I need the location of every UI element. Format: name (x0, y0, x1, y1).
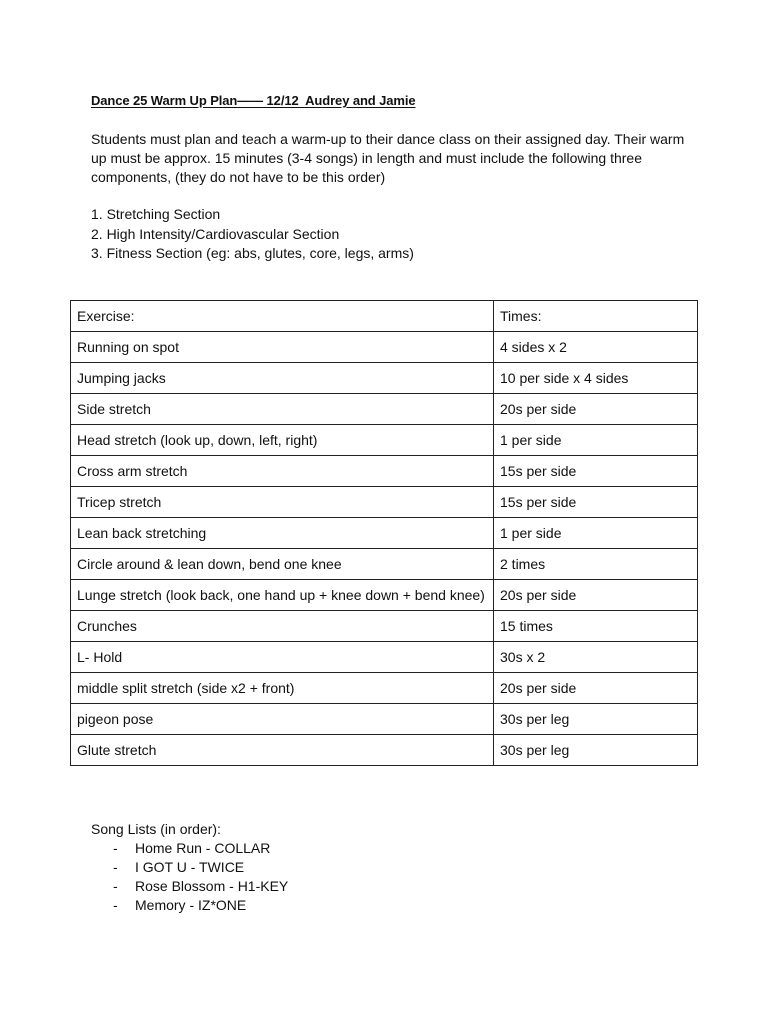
table-row (71, 735, 698, 766)
table-row (71, 394, 698, 425)
bullet-dash: - (113, 897, 118, 913)
component-item: 1. Stretching Section (91, 206, 221, 222)
exercise-cell: Jumping jacks (71, 363, 494, 394)
times-cell: 1 per side (494, 425, 698, 456)
column-header-times: Times: (494, 301, 698, 332)
bullet-dash: - (113, 840, 118, 856)
song-list (91, 839, 288, 915)
components-list (91, 205, 414, 264)
table-header-row (71, 301, 698, 332)
intro-paragraph: Students must plan and teach a warm-up to their dance class on their assigned day. Their warm up must be approx. 15 minutes (3-4 songs) in length and must include the following three components, (they do not have to be this order) (91, 131, 685, 185)
song-title: I GOT U - TWICE (135, 859, 245, 875)
component-item: 2. High Intensity/Cardiovascular Section (91, 225, 340, 242)
table-row (71, 518, 698, 549)
exercise-cell: Tricep stretch (71, 487, 494, 518)
exercise-cell: pigeon pose (71, 704, 494, 735)
song-item (91, 877, 288, 896)
column-header-exercise: Exercise: (71, 301, 494, 332)
times-cell: 30s per leg (494, 704, 698, 735)
times-cell: 30s x 2 (494, 642, 698, 673)
table-row (71, 611, 698, 642)
times-cell: 15s per side (494, 456, 698, 487)
song-item (91, 839, 288, 858)
table-row (71, 332, 698, 363)
component-item: 3. Fitness Section (eg: abs, glutes, core, legs, arms) (91, 245, 414, 261)
exercise-cell: Head stretch (look up, down, left, right) (71, 425, 494, 456)
document-title: Dance 25 Warm Up Plan—— 12/12 Audrey and Jamie (91, 93, 416, 108)
table-row (71, 673, 698, 704)
song-title: Rose Blossom - H1-KEY (135, 878, 289, 894)
times-cell: 20s per side (494, 673, 698, 704)
bullet-dash: - (113, 878, 118, 894)
times-cell: 15 times (494, 611, 698, 642)
times-cell: 10 per side x 4 sides (494, 363, 698, 394)
song-title: Home Run - COLLAR (135, 840, 271, 856)
table-row (71, 363, 698, 394)
exercise-cell: Cross arm stretch (71, 456, 494, 487)
times-cell: 20s per side (494, 580, 698, 611)
times-cell: 4 sides x 2 (494, 332, 698, 363)
table-row (71, 456, 698, 487)
exercise-cell: L- Hold (71, 642, 494, 673)
exercise-cell: Glute stretch (71, 735, 494, 766)
exercise-table (70, 300, 698, 766)
exercise-cell: Side stretch (71, 394, 494, 425)
times-cell: 1 per side (494, 518, 698, 549)
song-item (91, 896, 288, 915)
times-cell: 30s per leg (494, 735, 698, 766)
song-list-heading: Song Lists (in order): (91, 821, 221, 837)
exercise-cell: Running on spot (71, 332, 494, 363)
exercise-cell: Lunge stretch (look back, one hand up + knee down + bend knee) (71, 580, 494, 611)
table-row (71, 425, 698, 456)
times-cell: 20s per side (494, 394, 698, 425)
bullet-dash: - (113, 859, 118, 875)
times-cell: 2 times (494, 549, 698, 580)
song-title: Memory - IZ*ONE (135, 897, 247, 913)
table-row (71, 487, 698, 518)
song-list-section (91, 820, 288, 915)
exercise-cell: Lean back stretching (71, 518, 494, 549)
exercise-cell: Circle around & lean down, bend one knee (71, 549, 494, 580)
table-row (71, 704, 698, 735)
times-cell: 15s per side (494, 487, 698, 518)
exercise-cell: Crunches (71, 611, 494, 642)
song-item (91, 858, 288, 877)
exercise-cell: middle split stretch (side x2 + front) (71, 673, 494, 704)
table-row (71, 642, 698, 673)
table-row (71, 580, 698, 611)
table-row (71, 549, 698, 580)
